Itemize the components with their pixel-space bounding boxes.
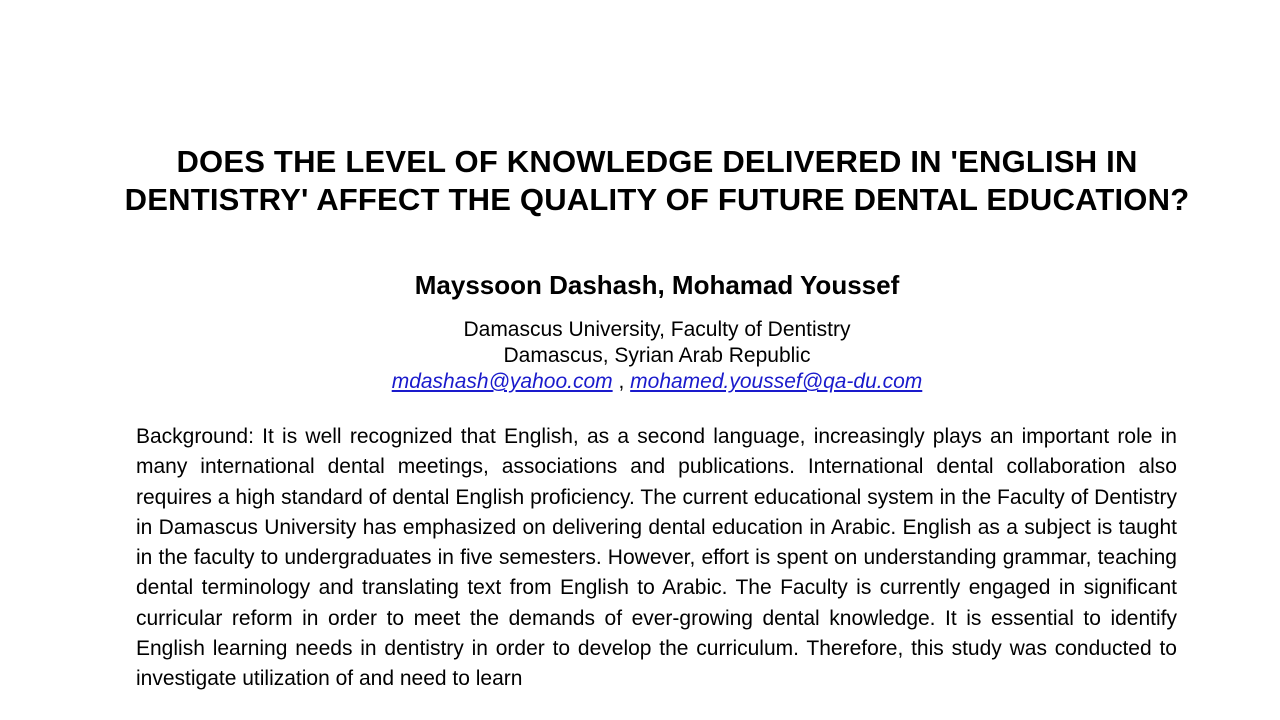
- affiliation-line-2: Damascus, Syrian Arab Republic: [503, 344, 811, 367]
- email-link-2[interactable]: mohamed.youssef@qa-du.com: [630, 370, 923, 393]
- abstract-text: Background: It is well recognized that English, as a second language, increasingly plays an important role in many international dental meetings, associations and publications. International dental collaboration also requires a high standard of dental English proficiency. The current educational system in the Faculty of Dentistry in Damascus University has emphasized on delivering dental education in Arabic. English as a subject is taught in the faculty to undergraduates in five semesters. However, effort is spent on understanding grammar, teaching dental terminology and translating text from English to Arabic. The Faculty is currently engaged in significant curricular reform in order to meet the demands of ever-growing dental knowledge. It is essential to identify English learning needs in dentistry in order to develop the curriculum. Therefore, this study was conducted to investigate utilization of and need to learn: [136, 425, 1177, 691]
- affiliation-block: [120, 317, 1194, 395]
- email-link-1[interactable]: mdashash@yahoo.com: [391, 370, 613, 393]
- email-line: [120, 369, 1194, 395]
- email-separator: ,: [612, 370, 631, 393]
- affiliation-line-1: Damascus University, Faculty of Dentistry: [463, 318, 851, 341]
- paper-title: DOES THE LEVEL OF KNOWLEDGE DELIVERED IN 'ENGLISH IN DENTISTRY' AFFECT THE QUALITY OF FUTURE DENTAL EDUCATION?: [124, 144, 1190, 217]
- paper-authors: Mayssoon Dashash, Mohamad Youssef: [414, 270, 900, 300]
